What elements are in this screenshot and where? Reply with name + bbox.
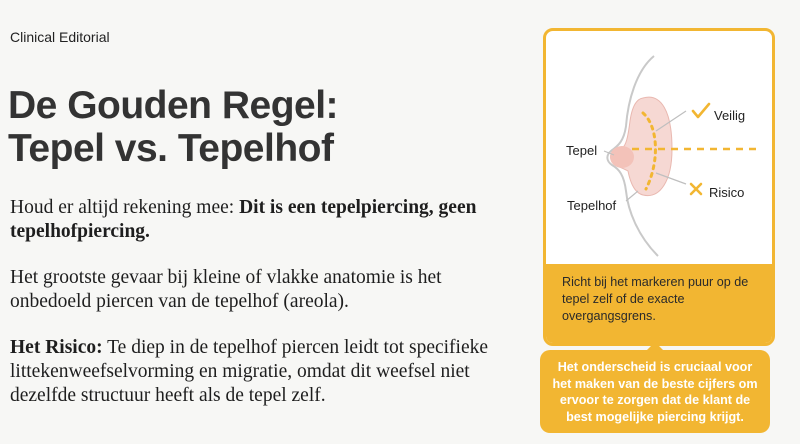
paragraph-risk-heading: Het Risico: [10,337,103,358]
page-title [8,84,338,170]
paragraph-risk [10,336,510,408]
callout-box: Het onderscheid is cruciaal voor het maken van de beste cijfers om ervoor te zorgen dat de klant de best mogelijke piercing krijgt. [540,350,770,433]
label-tepelhof: Tepelhof [567,198,617,213]
paragraph-rule [10,196,510,244]
paragraph-rule-emphasis: Dit is een tepelpiercing, geen tepelhofpiercing. [10,197,477,242]
anatomy-diagram-card [543,28,775,346]
paragraph-rule-text: Houd er altijd rekening mee: [10,197,240,218]
label-risico: Risico [709,185,745,200]
cross-icon [691,184,701,194]
diagram-caption: Richt bij het markeren puur op de tepel zelf of de exacte overgangsgrens. [546,264,772,343]
pointer-tepelhof [626,191,638,201]
label-veilig: Veilig [714,108,746,123]
title-line-2: Tepel vs. Tepelhof [8,127,334,170]
nipple-shape [610,146,634,168]
kicker: Clinical Editorial [10,29,110,45]
label-tepel: Tepel [566,143,598,158]
paragraph-risk-text: Te diep in de tepelhof piercen leidt tot specifieke littekenweefselvorming en migratie, omdat dit weefsel niet dezelfde structuur heeft als de tepel zelf. [10,337,489,406]
paragraph-danger: Het grootste gevaar bij kleine of vlakke anatomie is het onbedoeld piercen van de tepelhof (areola). [10,267,442,312]
title-line-1: De Gouden Regel: [8,84,339,127]
check-icon [693,104,709,117]
